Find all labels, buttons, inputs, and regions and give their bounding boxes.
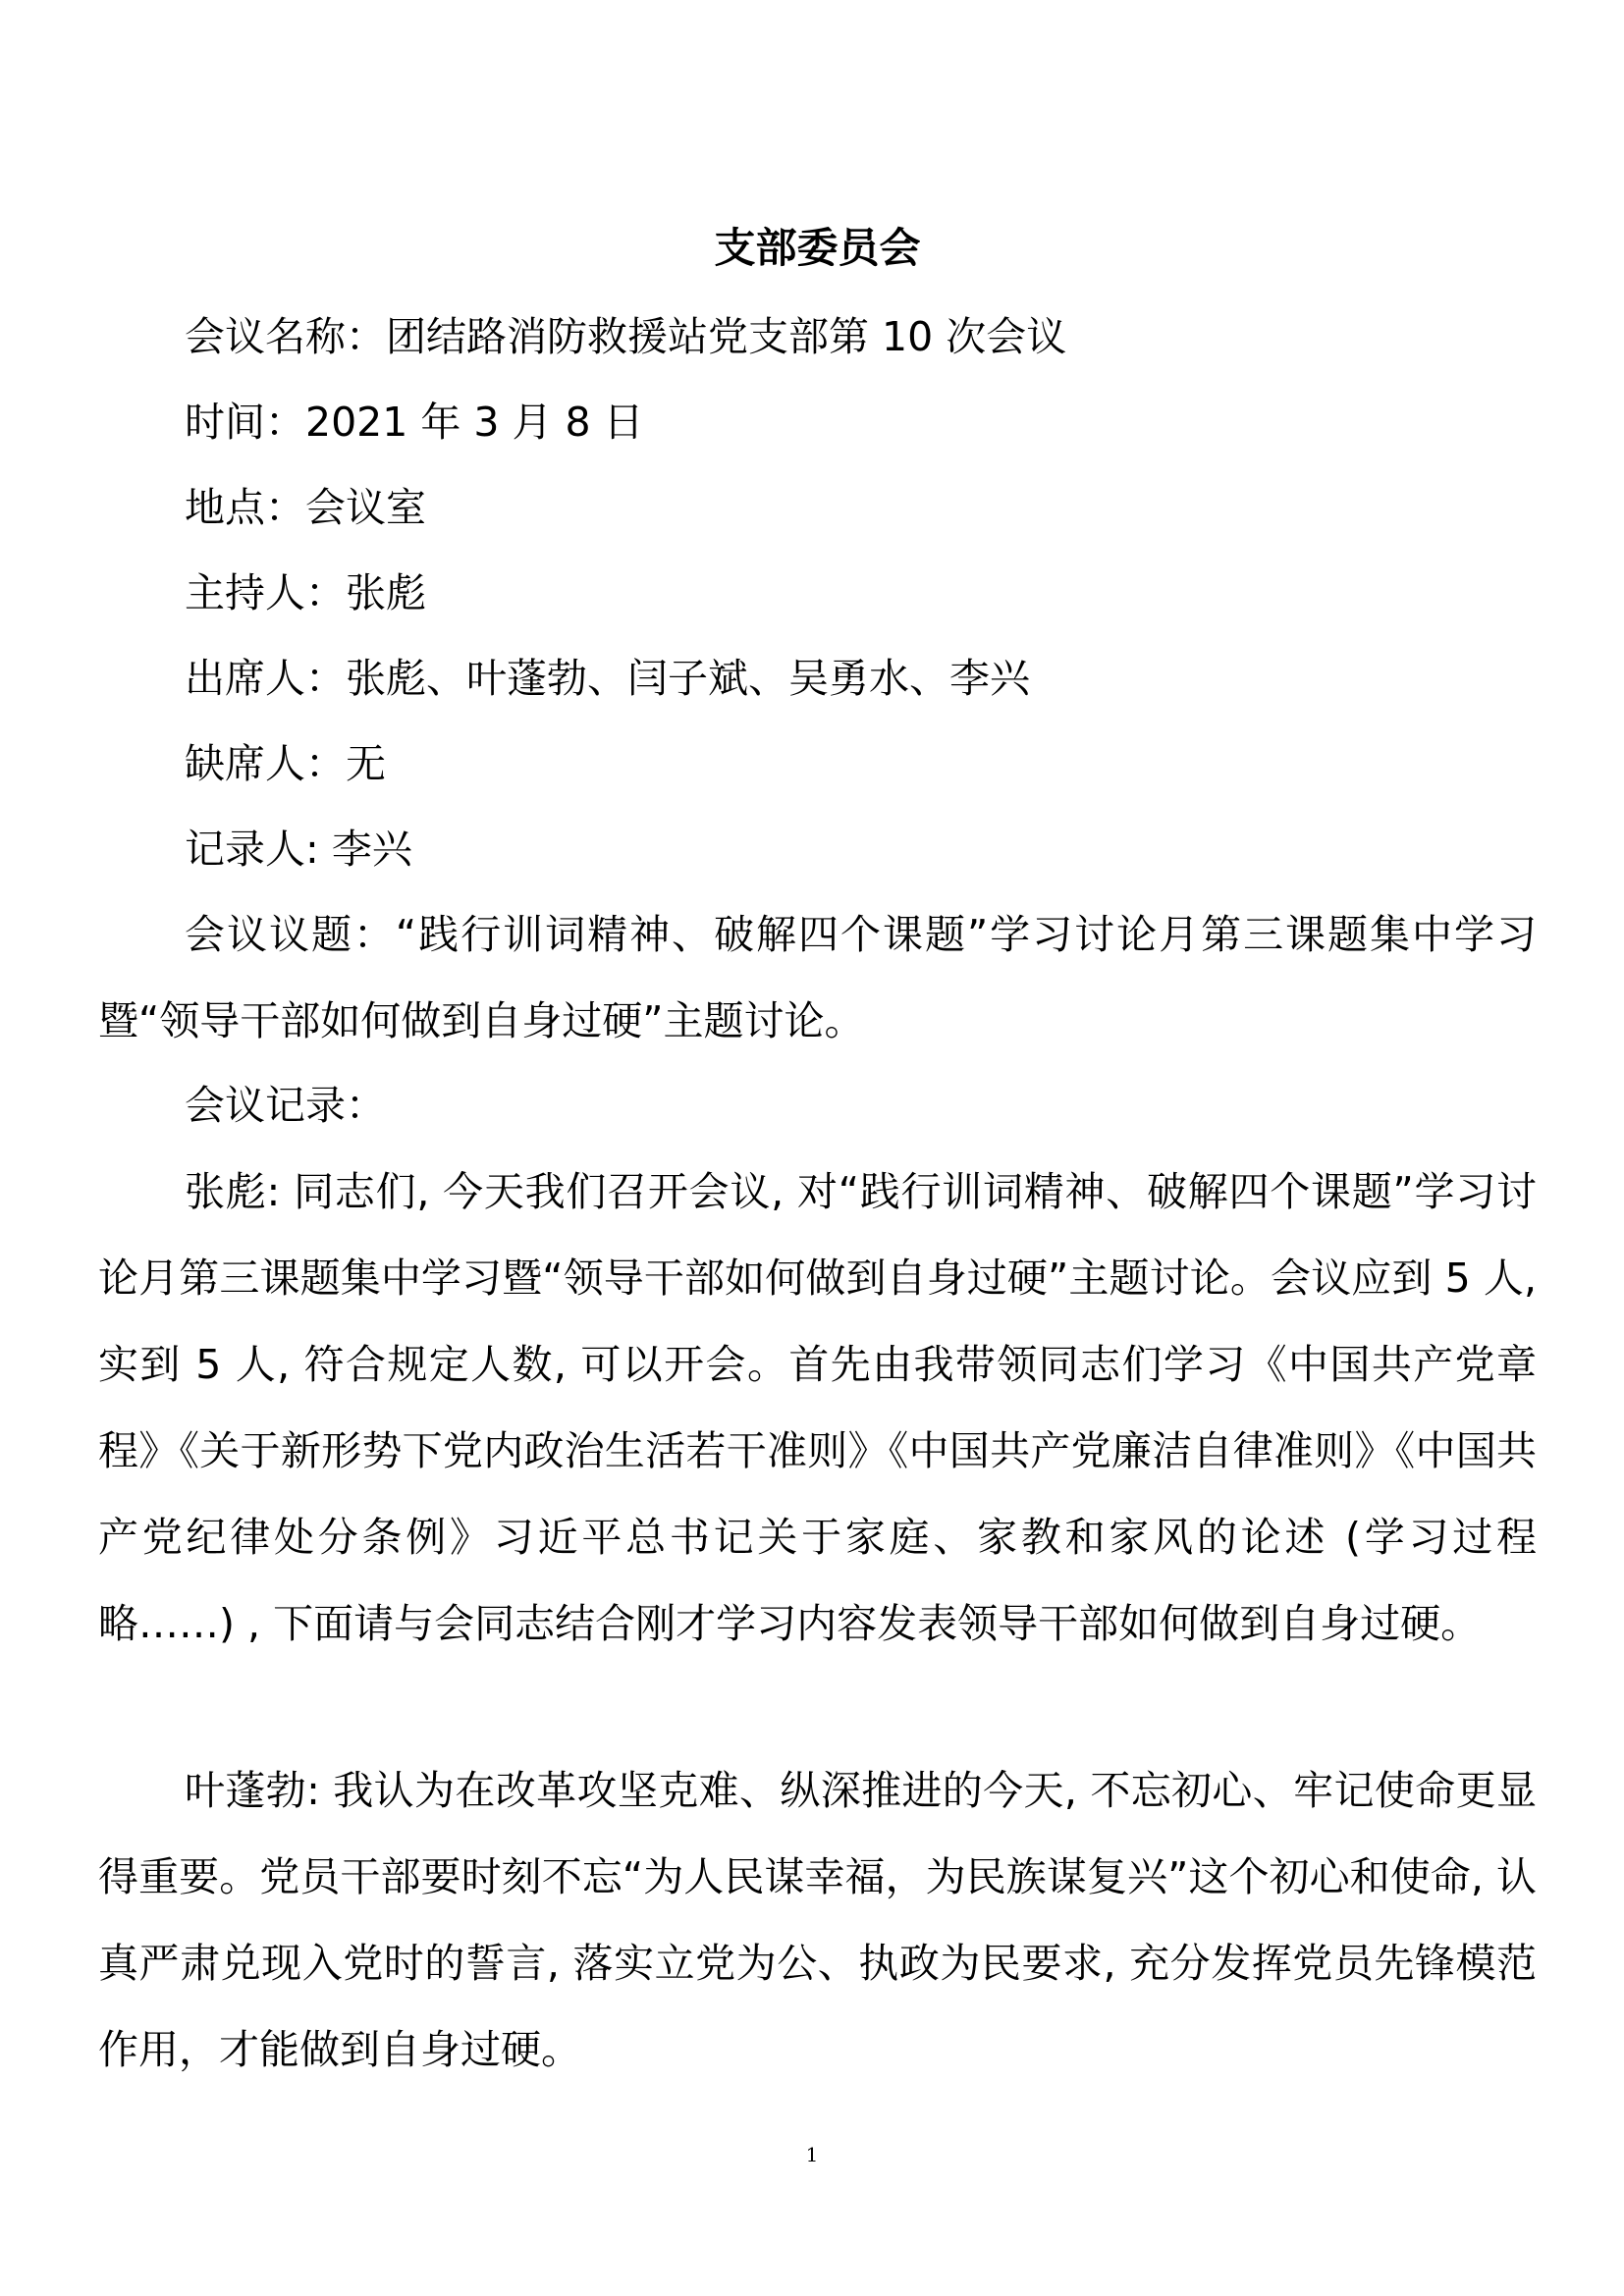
meeting-record-label: 会议记录： bbox=[185, 1082, 386, 1129]
record-paragraph-ye-pengbo: 叶蓬勃: 我认为在改革攻坚克难、纵深推进的今天, 不忘初心、牢记使命更显得重要。党员干部要时刻不忘“为人民谋幸福，为民族谋复兴”这个初心和使命, 认真严肃兑现入党时的誓言, 落实立党为公、执政为民要求, 充分发挥党员先锋模范作用，才能做到自身过硬。 bbox=[98, 1767, 1537, 2073]
meeting-location-field: 地点：会议室 bbox=[185, 484, 426, 531]
meeting-recorder-field: 记录人: 李兴 bbox=[185, 826, 412, 873]
page-number: 1 bbox=[805, 2143, 819, 2166]
meeting-name-field: 会议名称：团结路消防救援站党支部第 10 次会议 bbox=[185, 313, 1067, 360]
document-title: 支部委员会 bbox=[714, 224, 921, 272]
record-paragraph-zhang-biao: 张彪: 同志们, 今天我们召开会议, 对“践行训词精神、破解四个课题”学习讨论月第三课题集中学习暨“领导干部如何做到自身过硬”主题讨论。会议应到 5 人, 实到 5 人, 符合规定人数, 可以开会。首先由我带领同志们学习《中国共产党章程》《关于新形势下党内政治生活若干准则》《中国共产党廉洁自律准则》《中国共产党纪律处分条例》习近平总书记关于家庭、家教和家风的论述 (学习过程略……) , 下面请与会同志结合刚才学习内容发表领导干部如何做到自身过硬。 bbox=[98, 1168, 1537, 1647]
meeting-attendees-field: 出席人：张彪、叶蓬勃、闫子斌、吴勇水、李兴 bbox=[185, 655, 1030, 702]
meeting-absentees-field: 缺席人：无 bbox=[185, 740, 386, 787]
meeting-agenda-paragraph: 会议议题：“践行训词精神、破解四个课题”学习讨论月第三课题集中学习暨“领导干部如何做到自身过硬”主题讨论。 bbox=[98, 911, 1537, 1044]
meeting-host-field: 主持人：张彪 bbox=[185, 569, 426, 616]
meeting-time-field: 时间：2021 年 3 月 8 日 bbox=[185, 399, 644, 446]
